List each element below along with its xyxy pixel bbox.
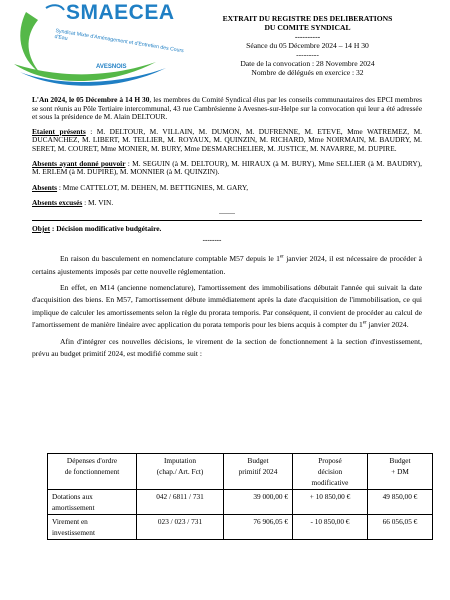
intro-text: , les membres du Comité Syndical élus par les conseils communautaires des EPCI membres se sont réunis au Pôle Tertiaire intercommunal, 43 rue Cambrésienne à Avesnes-sur-Helpe sur la convocation qui leur a été adressée et sous la présidence de M. Alain DELTOUR. <box>32 95 422 122</box>
document-body <box>32 96 422 360</box>
separator: -------- <box>219 210 235 217</box>
logo-subtitle: Syndicat Mixte d'Aménagement et d'Entretien des Cours d'Eau <box>54 28 185 55</box>
header-decision-modificative: Proposé décision modificative <box>293 454 368 490</box>
objet-dashes: -------- <box>202 235 222 244</box>
header-dashes-2: --------- <box>296 50 319 59</box>
excuses-paragraph <box>32 199 422 208</box>
header-budget-dm: Budget + DM <box>368 454 433 490</box>
table-row <box>48 490 433 515</box>
header-dashes: ---------- <box>294 32 321 41</box>
presents-paragraph <box>32 128 422 154</box>
body-paragraph-3: Afin d'intégrer ces nouvelles décisions, le virement de la section de fonctionnement à la section d'investissement, prévu au budget primitif 2024, est modifié comme suit : <box>32 336 422 358</box>
presents-label: Etaient présents <box>32 126 86 136</box>
seance-date: Séance du 05 Décembre 2024 – 14 H 30 <box>246 41 369 50</box>
pouvoir-text: : M. SEGUIN (à M. DELTOUR), M. HIRAUX (à M. BURY), Mme SELLIER (à M. BAUDRY), M. ERLEM (à M. DUPIRE), M. MONNIER (à M. QUINZIN). <box>32 158 422 177</box>
header-budget-primitif: Budget primitif 2024 <box>224 454 293 490</box>
smaecea-logo <box>6 2 184 88</box>
budget-table <box>47 453 433 540</box>
excuses-text: : M. VIN. <box>82 198 114 208</box>
table-row <box>48 515 433 540</box>
body-paragraph-2: En effet, en M14 (ancienne nomenclature), l'amortissement des immobilisations débutait l'année qui suivait la date d'acquisition des biens. En M57, l'amortissement débute immédiatement après la date d'acquisition de l'immobilisation, ce qui implique de calculer les amortissements selon la règle du prorata temporis. Par conséquent, il convient de procéder au calcul de l'amortissement de manière linéaire avec application du porata temporis pour les biens acquis à compter du 1er janvier 2024. <box>32 282 422 330</box>
objet-line <box>32 225 422 234</box>
delegates-count: Nombre de délégués en exercice : 32 <box>251 68 364 77</box>
row-budget-primitif: 76 906,05 € <box>224 515 293 540</box>
row-total: 66 056,05 € <box>368 515 433 540</box>
presents-text: : M. DELTOUR, M. VILLAIN, M. DUMON, M. DUFRENNE, M. ETEVE, Mme WATREMEZ, M. DUCANCHEZ, M. LIBERT, M. TELLIER, M. ROYAUX, M. QUINZIN, M. RICHARD, Mme NOIRMAIN, M. BAUDRY, M. SERET, M. COURET, Mme MONIER, M. BURY, Mme DESMARCHELIER, M. JUSTICE, M. NAVARRE, M. DUPIRE. <box>32 126 422 153</box>
objet-label: Objet <box>32 223 51 233</box>
objet-text: : Décision modificative budgétaire. <box>50 223 162 233</box>
pouvoir-label: Absents ayant donné pouvoir <box>32 158 126 168</box>
intro-paragraph <box>32 96 422 122</box>
row-imputation: 023 / 023 / 731 <box>137 515 224 540</box>
row-budget-primitif: 39 000,00 € <box>224 490 293 515</box>
row-decision: + 10 850,00 € <box>293 490 368 515</box>
row-label: Dotations aux amortissement <box>48 490 137 515</box>
absents-paragraph <box>32 184 422 193</box>
document-header <box>200 14 415 77</box>
header-title-line2: DU COMITE SYNDICAL <box>264 23 351 32</box>
absents-label: Absents <box>32 182 58 192</box>
absents-text: : Mme CATTELOT, M. DEHEN, M. BETTIGNIES, M. GARY, <box>57 182 249 192</box>
header-title-line1: EXTRAIT DU REGISTRE DES DELIBERATIONS <box>222 14 393 23</box>
row-total: 49 850,00 € <box>368 490 433 515</box>
convocation-date: Date de la convocation : 28 Novembre 2024 <box>240 59 375 68</box>
row-label: Virement en investissement <box>48 515 137 540</box>
header-imputation: Imputation (chap./ Art. Fct) <box>137 454 224 490</box>
table-header-row <box>48 454 433 490</box>
row-imputation: 042 / 6811 / 731 <box>137 490 224 515</box>
divider <box>32 220 422 221</box>
logo-title: SMAECEA <box>66 1 175 24</box>
intro-date: L'An 2024, le 05 Décembre à 14 H 30 <box>32 95 150 104</box>
pouvoir-paragraph <box>32 160 422 177</box>
excuses-label: Absents excusés <box>32 198 83 208</box>
header-depenses: Dépenses d'ordre de fonctionnement <box>48 454 137 490</box>
body-text <box>32 253 422 360</box>
logo-region: AVESNOIS <box>96 64 127 70</box>
body-paragraph-1: En raison du basculement en nomenclature comptable M57 depuis le 1er janvier 2024, il est nécessaire de procéder à certains ajustements imposés par cette nouvelle réglementation. <box>32 254 422 276</box>
row-decision: - 10 850,00 € <box>293 515 368 540</box>
